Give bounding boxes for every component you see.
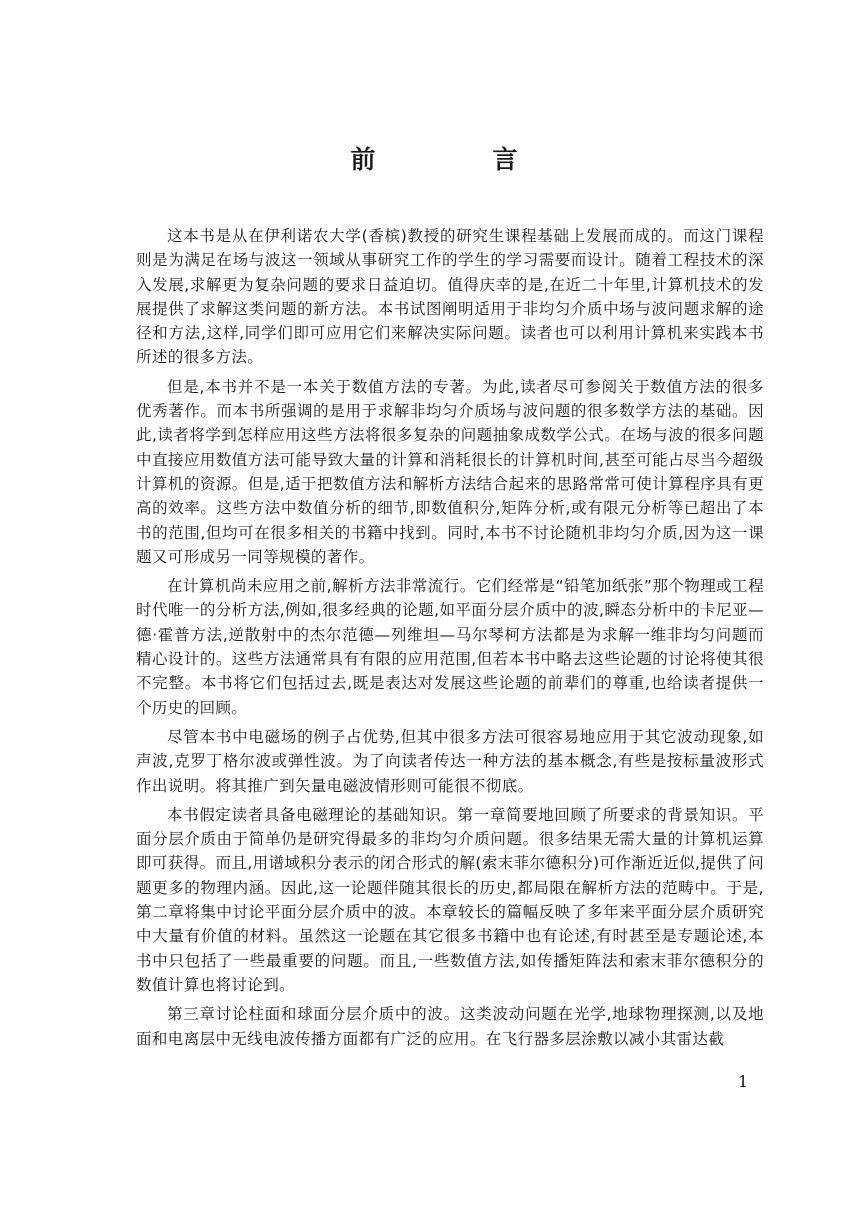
paragraph: 在计算机尚未应用之前,解析方法非常流行。它们经常是“铅笔加纸张”那个物理或工程时代唯一的分析方法,例如,很多经典的论题,如平面分层介质中的波,瞬态分析中的卡尼亚—德·霍普方法,逆散射中的杰尔范德—列维坦—马尔琴柯方法都是为求解一维非均匀问题而精心设计的。这些方法通常具有有限的应用范围,但若本书中略去这些论题的讨论将使其很不完整。本书将它们包括过去,既是表达对发展这些论题的前辈们的尊重,也给读者提供一个历史的回顾。 <box>136 577 764 717</box>
paragraph: 但是,本书并不是一本关于数值方法的专著。为此,读者尽可参阅关于数值方法的很多优秀著作。而本书所强调的是用于求解非均匀介质场与波问题的很多数学方法的基础。因此,读者将学到怎样应用这些方法将很多复杂的问题抽象成数学公式。在场与波的很多问题中直接应用数值方法可能导致大量的计算和消耗很长的计算机时间,甚至可能占尽当今超级计算机的资源。但是,适于把数值方法和解析方法结合起来的思路常常可使计算程序具有更高的效率。这些方法中数值分析的细节,即数值积分,矩阵分析,或有限元分析等已超出了本书的范围,但均可在很多相关的书籍中找到。同时,本书不讨论随机非均匀介质,因为这一课题又可形成另一同等规模的著作。 <box>136 377 764 566</box>
paragraph: 第三章讨论柱面和球面分层介质中的波。这类波动问题在光学,地球物理探测,以及地面和电离层中无线电波传播方面都有广泛的应用。在飞行器多层涂敷以减小其雷达截 <box>136 1005 764 1048</box>
page-title: 前 言 <box>350 145 564 174</box>
paragraph: 本书假定读者具备电磁理论的基础知识。第一章简要地回顾了所要求的背景知识。平面分层介质由于简单仍是研究得最多的非均匀介质问题。很多结果无需大量的计算机运算即可获得。而且,用谱域积分表示的闭合形式的解(索末菲尔德积分)可作渐近近似,提供了问题更多的物理内涵。因此,这一论题伴随其很长的历史,都局限在解析方法的范畴中。于是,第二章将集中讨论平面分层介质中的波。本章较长的篇幅反映了多年来平面分层介质研究中大量有价值的材料。虽然这一论题在其它很多书籍中也有论述,有时甚至是专题论述,本书中只包括了一些最重要的问题。而且,一些数值方法,如传播矩阵法和索末菲尔德积分的数值计算也将讨论到。 <box>136 805 764 994</box>
paragraph: 这本书是从在伊利诺农大学(香槟)教授的研究生课程基础上发展而成的。而这门课程则是为满足在场与波这一领域从事研究工作的学生的学习需要而设计。随着工程技术的深入发展,求解更为复杂问题的要求日益迫切。值得庆幸的是,在近二十年里,计算机技术的发展提供了求解这类问题的新方法。本书试图阐明适用于非均匀介质中场与波问题求解的途径和方法,这样,同学们即可应用它们来解决实际问题。读者也可以利用计算机来实践本书所述的很多方法。 <box>136 227 764 367</box>
paragraph: 尽管本书中电磁场的例子占优势,但其中很多方法可很容易地应用于其它波动现象,如声波,克罗丁格尔波或弹性波。为了向读者传达一种方法的基本概念,有些是按标量波形式作出说明。将其推广到矢量电磁波情形则可能很不彻底。 <box>136 727 764 795</box>
document-body <box>136 224 764 1056</box>
page-number: 1 <box>738 1072 749 1091</box>
